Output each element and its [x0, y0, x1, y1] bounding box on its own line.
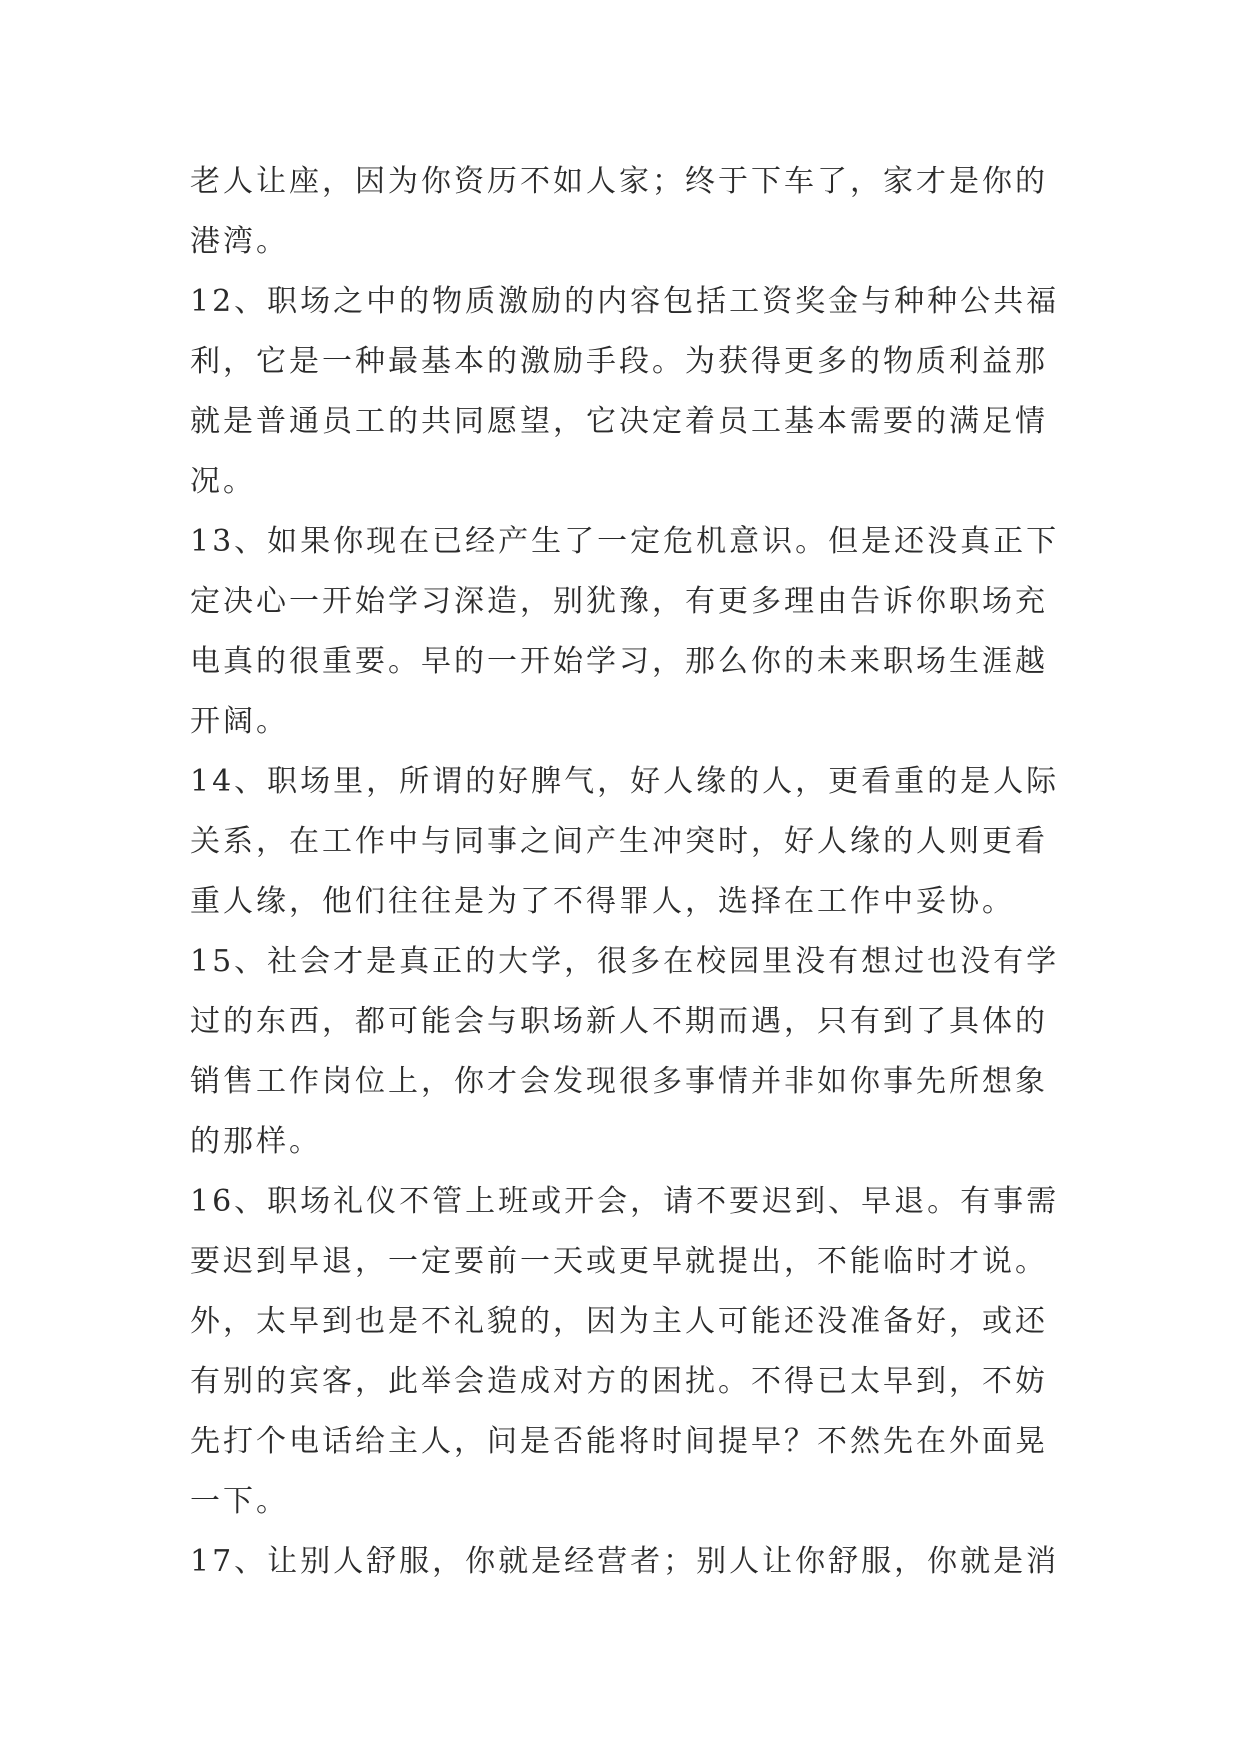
text-line: 一下。 [190, 1484, 289, 1519]
text-line: 16、职场礼仪不管上班或开会，请不要迟到、早退。有事需 [190, 1184, 1060, 1219]
text-line: 关系，在工作中与同事之间产生冲突时，好人缘的人则更看 [190, 824, 1048, 859]
text-line: 况。 [190, 464, 256, 499]
body-text [190, 152, 1090, 1592]
text-line: 老人让座，因为你资历不如人家；终于下车了，家才是你的 [190, 164, 1048, 199]
text-line: 17、让别人舒服，你就是经营者；别人让你舒服，你就是消 [190, 1544, 1060, 1579]
text-line: 过的东西，都可能会与职场新人不期而遇，只有到了具体的 [190, 1004, 1048, 1039]
text-line: 要迟到早退，一定要前一天或更早就提出，不能临时才说。 [190, 1244, 1048, 1279]
text-line: 的那样。 [190, 1124, 322, 1159]
text-line: 13、如果你现在已经产生了一定危机意识。但是还没真正下 [190, 524, 1060, 559]
text-line: 有别的宾客，此举会造成对方的困扰。不得已太早到，不妨 [190, 1364, 1048, 1399]
text-line: 销售工作岗位上，你才会发现很多事情并非如你事先所想象 [190, 1064, 1048, 1099]
text-line: 外，太早到也是不礼貌的，因为主人可能还没准备好，或还 [190, 1304, 1048, 1339]
text-line: 定决心一开始学习深造，别犹豫，有更多理由告诉你职场充 [190, 584, 1048, 619]
text-line: 12、职场之中的物质激励的内容包括工资奖金与种种公共福 [190, 284, 1060, 319]
text-line: 开阔。 [190, 704, 289, 739]
text-line: 14、职场里，所谓的好脾气，好人缘的人，更看重的是人际 [190, 764, 1060, 799]
text-line: 利，它是一种最基本的激励手段。为获得更多的物质利益那 [190, 344, 1048, 379]
text-line: 港湾。 [190, 224, 289, 259]
text-line: 15、社会才是真正的大学，很多在校园里没有想过也没有学 [190, 944, 1060, 979]
text-line: 重人缘，他们往往是为了不得罪人，选择在工作中妥协。 [190, 884, 1015, 919]
text-line: 电真的很重要。早的一开始学习，那么你的未来职场生涯越 [190, 644, 1048, 679]
text-line: 先打个电话给主人，问是否能将时间提早？不然先在外面晃 [190, 1424, 1048, 1459]
text-line: 就是普通员工的共同愿望，它决定着员工基本需要的满足情 [190, 404, 1048, 439]
